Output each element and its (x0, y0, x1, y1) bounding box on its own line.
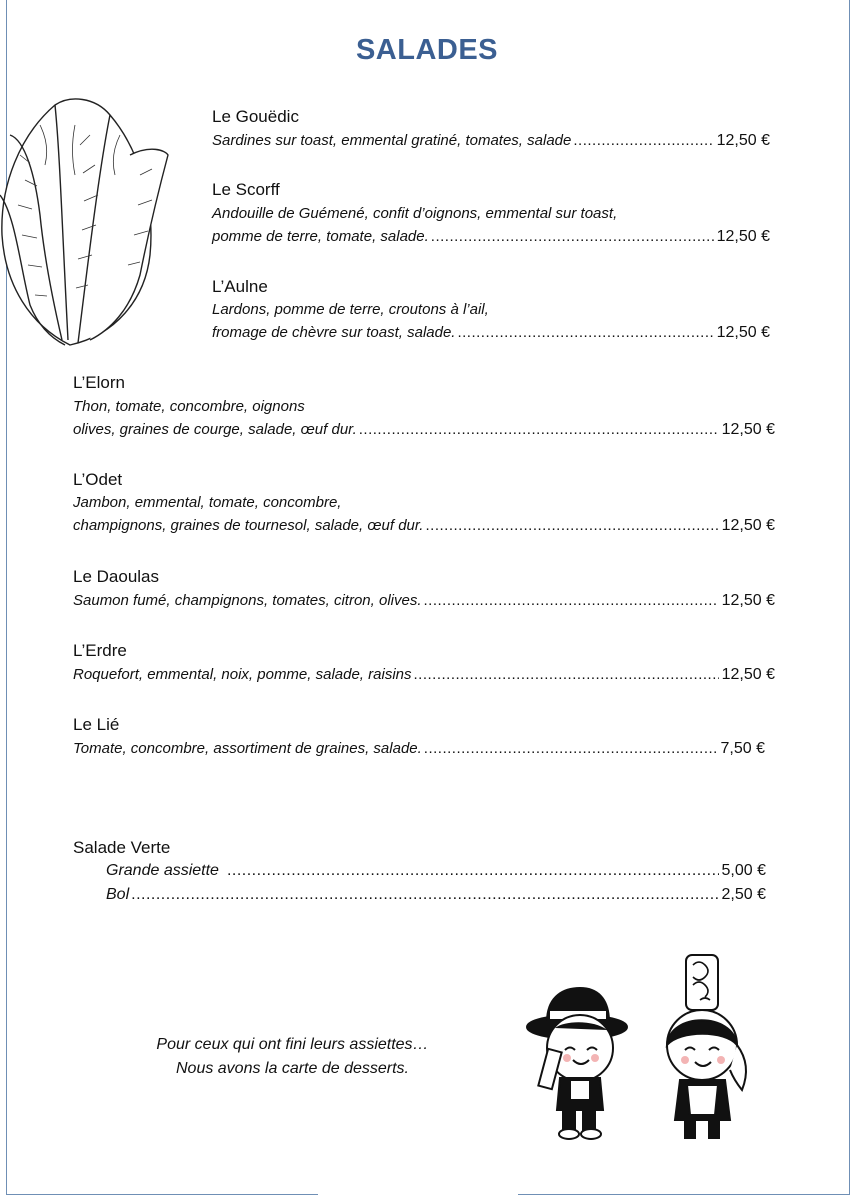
item-price: 12,50 € (721, 421, 775, 438)
item-name-erdre: L’Erdre (73, 641, 127, 660)
item-name-scorff: Le Scorff (212, 180, 280, 199)
size-price: 5,00 € (721, 862, 766, 879)
item-name-lie: Le Lié (73, 715, 120, 734)
size-label: Bol (106, 886, 130, 903)
dot-leader (414, 666, 719, 683)
dot-leader (457, 324, 713, 341)
item-description-erdre (73, 666, 775, 684)
item-description-line: Andouille de Guémené, confit d’oignons, emmental sur toast, (212, 205, 618, 222)
item-description-text: Saumon fumé, champignons, tomates, citron, olives. (73, 592, 422, 609)
item-description-elorn (73, 421, 775, 439)
item-name-elorn: L’Elorn (73, 373, 125, 392)
item-name-salade-verte: Salade Verte (73, 838, 171, 857)
item-description-daoulas (73, 592, 775, 610)
item-price: 7,50 € (720, 740, 765, 757)
item-description-line: Jambon, emmental, tomate, concombre, (73, 494, 342, 511)
item-description-line: Thon, tomate, concombre, oignons (73, 398, 305, 415)
item-price: 12,50 € (716, 132, 770, 149)
item-description-text: olives, graines de courge, salade, œuf dur. (73, 421, 357, 438)
item-description-text: Tomate, concombre, assortiment de graines, salade. (73, 740, 422, 757)
item-name-daoulas: Le Daoulas (73, 567, 160, 586)
size-row-grande-assiette (106, 862, 766, 880)
item-price: 12,50 € (716, 228, 770, 245)
dessert-note-line-1: Pour ceux qui ont fini leurs assiettes… (156, 1036, 429, 1053)
dot-leader (424, 740, 718, 757)
item-description-text: fromage de chèvre sur toast, salade. (212, 324, 456, 341)
page-title: SALADES (355, 34, 499, 66)
breton-couple-icon (525, 950, 755, 1145)
dot-leader (131, 886, 718, 904)
page-bottom-tab (318, 1193, 518, 1203)
size-row-bol (106, 886, 766, 904)
item-description-text: champignons, graines de tournesol, salade, œuf dur. (73, 517, 424, 534)
item-description-aulne (212, 324, 770, 342)
item-description-gouedic (212, 132, 770, 150)
dot-leader (573, 132, 713, 149)
lettuce-icon (0, 95, 170, 350)
item-description-text: pomme de terre, tomate, salade. (212, 228, 429, 245)
size-label: Grande assiette (106, 862, 219, 879)
item-description-text: Sardines sur toast, emmental gratiné, tomates, salade (212, 132, 572, 149)
item-description-text: Roquefort, emmental, noix, pomme, salade, raisins (73, 666, 412, 683)
dot-leader (431, 228, 714, 245)
size-price: 2,50 € (721, 886, 766, 903)
item-price: 12,50 € (716, 324, 770, 341)
item-name-gouedic: Le Gouëdic (212, 107, 299, 126)
item-price: 12,50 € (721, 592, 775, 609)
item-price: 12,50 € (721, 517, 775, 534)
item-name-odet: L’Odet (73, 470, 123, 489)
item-name-aulne: L’Aulne (212, 277, 268, 296)
item-description-odet (73, 517, 775, 535)
item-description-lie (73, 740, 765, 758)
item-description-scorff (212, 228, 770, 246)
dot-leader (424, 592, 719, 609)
dessert-note-line-2: Nous avons la carte de desserts. (175, 1060, 409, 1077)
dot-leader (359, 421, 719, 438)
dessert-note (80, 1033, 505, 1081)
item-price: 12,50 € (721, 666, 775, 683)
dot-leader (425, 517, 718, 534)
dot-leader (227, 862, 719, 880)
item-description-line: Lardons, pomme de terre, croutons à l’ail, (212, 301, 489, 318)
